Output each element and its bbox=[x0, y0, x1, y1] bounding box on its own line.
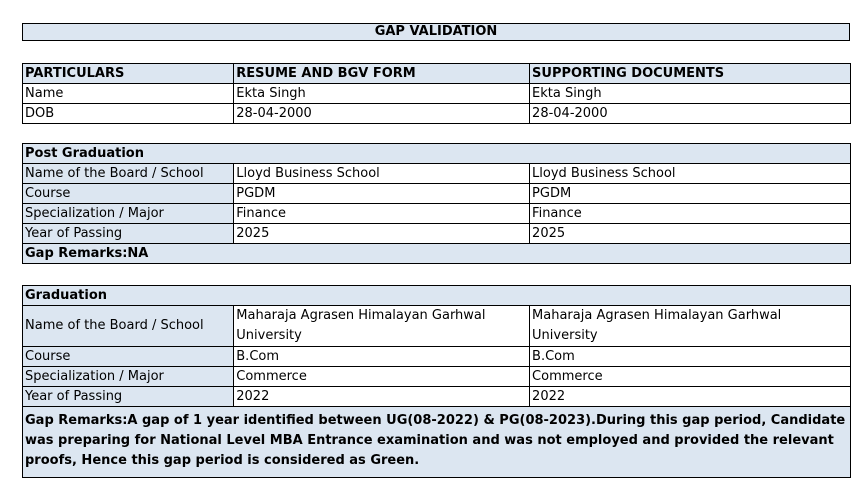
document-value: 2022 bbox=[530, 387, 851, 407]
post-graduation-table bbox=[22, 143, 851, 264]
document-value: Lloyd Business School bbox=[530, 164, 851, 184]
table-header-row bbox=[23, 64, 851, 84]
resume-value: 2025 bbox=[234, 224, 530, 244]
table-row bbox=[23, 184, 851, 204]
document-value: 2025 bbox=[530, 224, 851, 244]
resume-value: Ekta Singh bbox=[234, 84, 530, 104]
section-heading-row bbox=[23, 144, 851, 164]
row-label: Name of the Board / School bbox=[23, 306, 234, 347]
row-label: Year of Passing bbox=[23, 224, 234, 244]
table-row bbox=[23, 306, 851, 347]
table-row bbox=[23, 347, 851, 367]
document-value: Maharaja Agrasen Himalayan Garhwal University bbox=[530, 306, 851, 347]
resume-value: Lloyd Business School bbox=[234, 164, 530, 184]
header-supporting-docs: SUPPORTING DOCUMENTS bbox=[530, 64, 851, 84]
row-label: Course bbox=[23, 184, 234, 204]
resume-value: Maharaja Agrasen Himalayan Garhwal University bbox=[234, 306, 530, 347]
document-value: PGDM bbox=[530, 184, 851, 204]
document-value: 28-04-2000 bbox=[530, 104, 851, 124]
graduation-table bbox=[22, 285, 851, 478]
section-heading: Graduation bbox=[23, 286, 851, 306]
document-value: Ekta Singh bbox=[530, 84, 851, 104]
table-row bbox=[23, 224, 851, 244]
table-row bbox=[23, 84, 851, 104]
table-row bbox=[23, 367, 851, 387]
row-label: Year of Passing bbox=[23, 387, 234, 407]
row-label: Name bbox=[23, 84, 234, 104]
resume-value: PGDM bbox=[234, 184, 530, 204]
document-value: Commerce bbox=[530, 367, 851, 387]
remarks-row bbox=[23, 244, 851, 264]
table-row bbox=[23, 104, 851, 124]
resume-value: Finance bbox=[234, 204, 530, 224]
gap-remarks: Gap Remarks:A gap of 1 year identified between UG(08-2022) & PG(08-2023).During this gap period, Candidate was preparing for National Level MBA Entrance examination and was not employed and provided the relevant proofs, Hence this gap period is considered as Green. bbox=[23, 407, 851, 478]
resume-value: B.Com bbox=[234, 347, 530, 367]
row-label: DOB bbox=[23, 104, 234, 124]
row-label: Course bbox=[23, 347, 234, 367]
section-heading: Post Graduation bbox=[23, 144, 851, 164]
header-resume-bgv: RESUME AND BGV FORM bbox=[234, 64, 530, 84]
remarks-row bbox=[23, 407, 851, 478]
header-particulars: PARTICULARS bbox=[23, 64, 234, 84]
table-row bbox=[23, 387, 851, 407]
resume-value: Commerce bbox=[234, 367, 530, 387]
gap-remarks: Gap Remarks:NA bbox=[23, 244, 851, 264]
row-label: Name of the Board / School bbox=[23, 164, 234, 184]
document-value: B.Com bbox=[530, 347, 851, 367]
resume-value: 28-04-2000 bbox=[234, 104, 530, 124]
particulars-table bbox=[22, 63, 851, 124]
table-row bbox=[23, 164, 851, 184]
document-value: Finance bbox=[530, 204, 851, 224]
page-title: GAP VALIDATION bbox=[22, 23, 850, 41]
resume-value: 2022 bbox=[234, 387, 530, 407]
table-row bbox=[23, 204, 851, 224]
row-label: Specialization / Major bbox=[23, 367, 234, 387]
row-label: Specialization / Major bbox=[23, 204, 234, 224]
section-heading-row bbox=[23, 286, 851, 306]
